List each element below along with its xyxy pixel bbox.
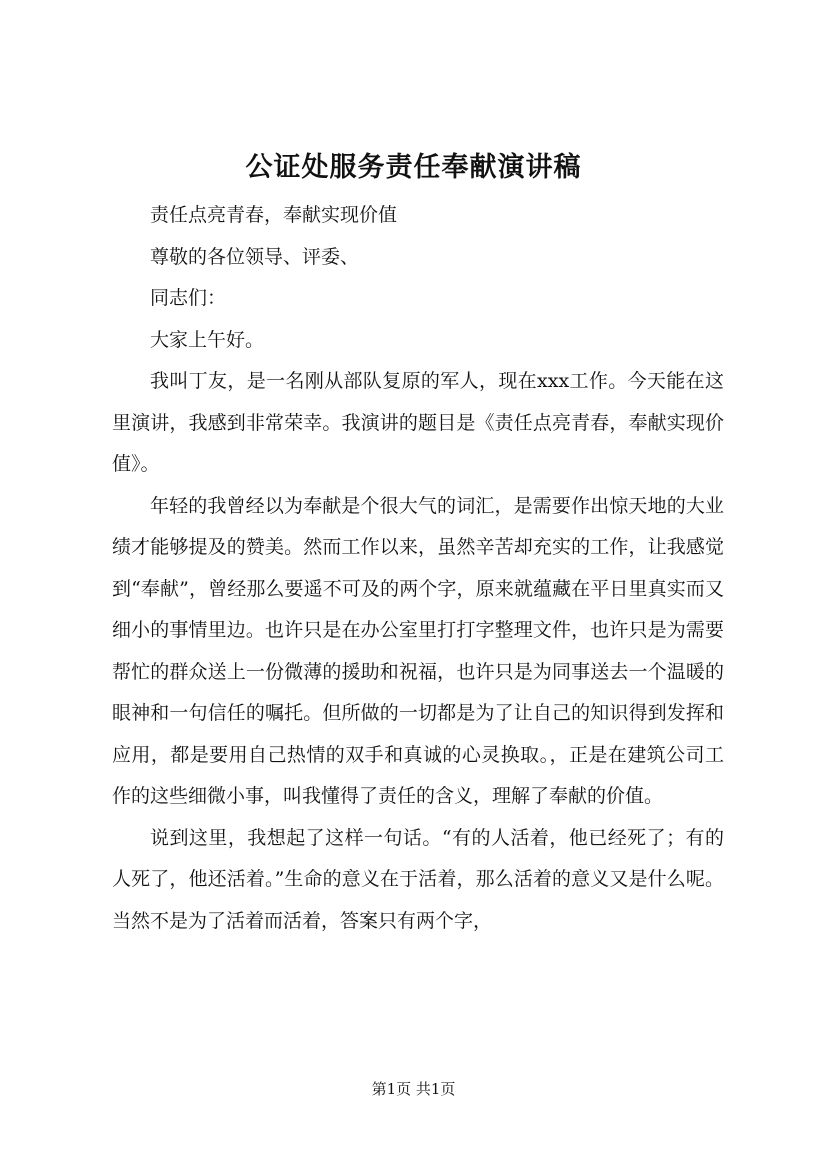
paragraph-salutation: 尊敬的各位领导、评委、 bbox=[150, 245, 360, 268]
paragraph-introduction: 我叫丁友，是一名刚从部队复原的军人，现在xxx工作。今天能在这里演讲，我感到非常荣幸。我演讲的题目是《责任点亮青春，奉献实现价值》。 bbox=[112, 370, 724, 475]
paragraph-greeting: 大家上午好。 bbox=[150, 328, 265, 351]
paragraph-subtitle: 责任点亮青春，奉献实现价值 bbox=[150, 204, 398, 226]
paragraph-body-2: 说到这里，我想起了这样一句话。“有的人活着，他已经死了；有的人死了，他还活着。”生命的意义在于活着，那么活着的意义又是什么呢。当然不是为了活着而活着，答案只有两个字， bbox=[112, 826, 724, 932]
paragraph-body-1: 年轻的我曾经以为奉献是个很大气的词汇，是需要作出惊天地的大业绩才能够提及的赞美。然而工作以来，虽然辛苦却充实的工作，让我感觉到“奉献”，曾经那么要遥不可及的两个字，原来就蕴藏在平日里真实而又细小的事情里边。也许只是在办公室里打打字整理文件，也许只是为需要帮忙的群众送上一份微薄的援助和祝福，也许只是为同事送去一个温暖的眼神和一句信任的嘱托。但所做的一切都是为了让自己的知识得到发挥和应用，都是要用自己热情的双手和真诚的心灵换取。，正是在建筑公司工作的这些细微小事，叫我懂得了责任的含义，理解了奉献的价值。 bbox=[112, 494, 724, 807]
document-title: 公证处服务责任奉献演讲稿 bbox=[245, 152, 582, 183]
paragraph-salutation-2: 同志们： bbox=[150, 287, 227, 309]
page-footer: 第1页 共1页 bbox=[371, 1080, 456, 1098]
document-body bbox=[112, 195, 724, 942]
